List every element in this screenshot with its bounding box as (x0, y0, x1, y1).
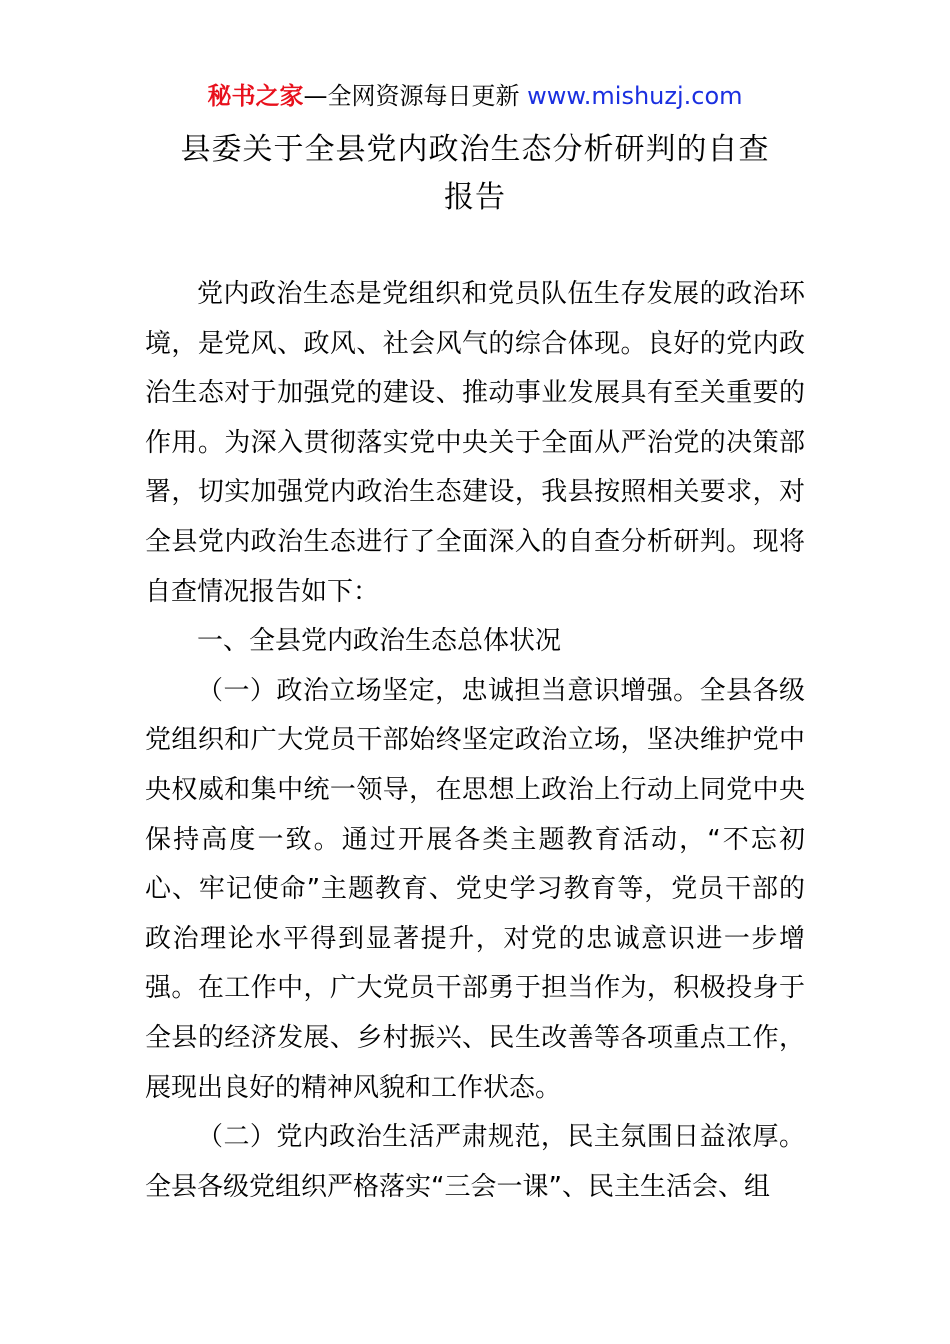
intro-paragraph: 党内政治生态是党组织和党员队伍生存发展的政治环境，是党风、政风、社会风气的综合体现。良好的党内政治生态对于加强党的建设、推动事业发展具有至关重要的作用。为深入贯彻落实党中央关于全面从严治党的决策部署，切实加强党内政治生态建设，我县按照相关要求，对全县党内政治生态进行了全面深入的自查分析研判。现将自查情况报告如下： (145, 279, 805, 607)
document-body (145, 270, 805, 1212)
subsection-paragraph-1: （一）政治立场坚定，忠诚担当意识增强。全县各级党组织和广大党员干部始终坚定政治立场，坚决维护党中央权威和集中统一领导，在思想上政治上行动上同党中央保持高度一致。通过开展各类主题教育活动，“不忘初心、牢记使命”主题教育、党史学习教育等，党员干部的政治理论水平得到显著提升，对党的忠诚意识进一步增强。在工作中，广大党员干部勇于担当作为，积极投身于全县的经济发展、乡村振兴、民生改善等各项重点工作，展现出良好的精神风貌和工作状态。 (145, 675, 805, 1103)
brand-slogan: —全网资源每日更新 (303, 82, 528, 110)
document-title-line-2: 报告 (444, 180, 506, 215)
brand-name: 秘书之家 (207, 82, 304, 110)
brand-url-link[interactable]: www.mishuzj.com (527, 82, 743, 110)
section-heading-1: 一、全县党内政治生态总体状况 (197, 626, 562, 657)
document-title (145, 126, 805, 222)
subsection-paragraph-2: （二）党内政治生活严肃规范，民主氛围日益浓厚。全县各级党组织严格落实“三会一课”、民主生活会、组 (145, 1122, 805, 1202)
document-title-line-1: 县委关于全县党内政治生态分析研判的自查 (180, 132, 770, 167)
site-header (0, 80, 950, 112)
